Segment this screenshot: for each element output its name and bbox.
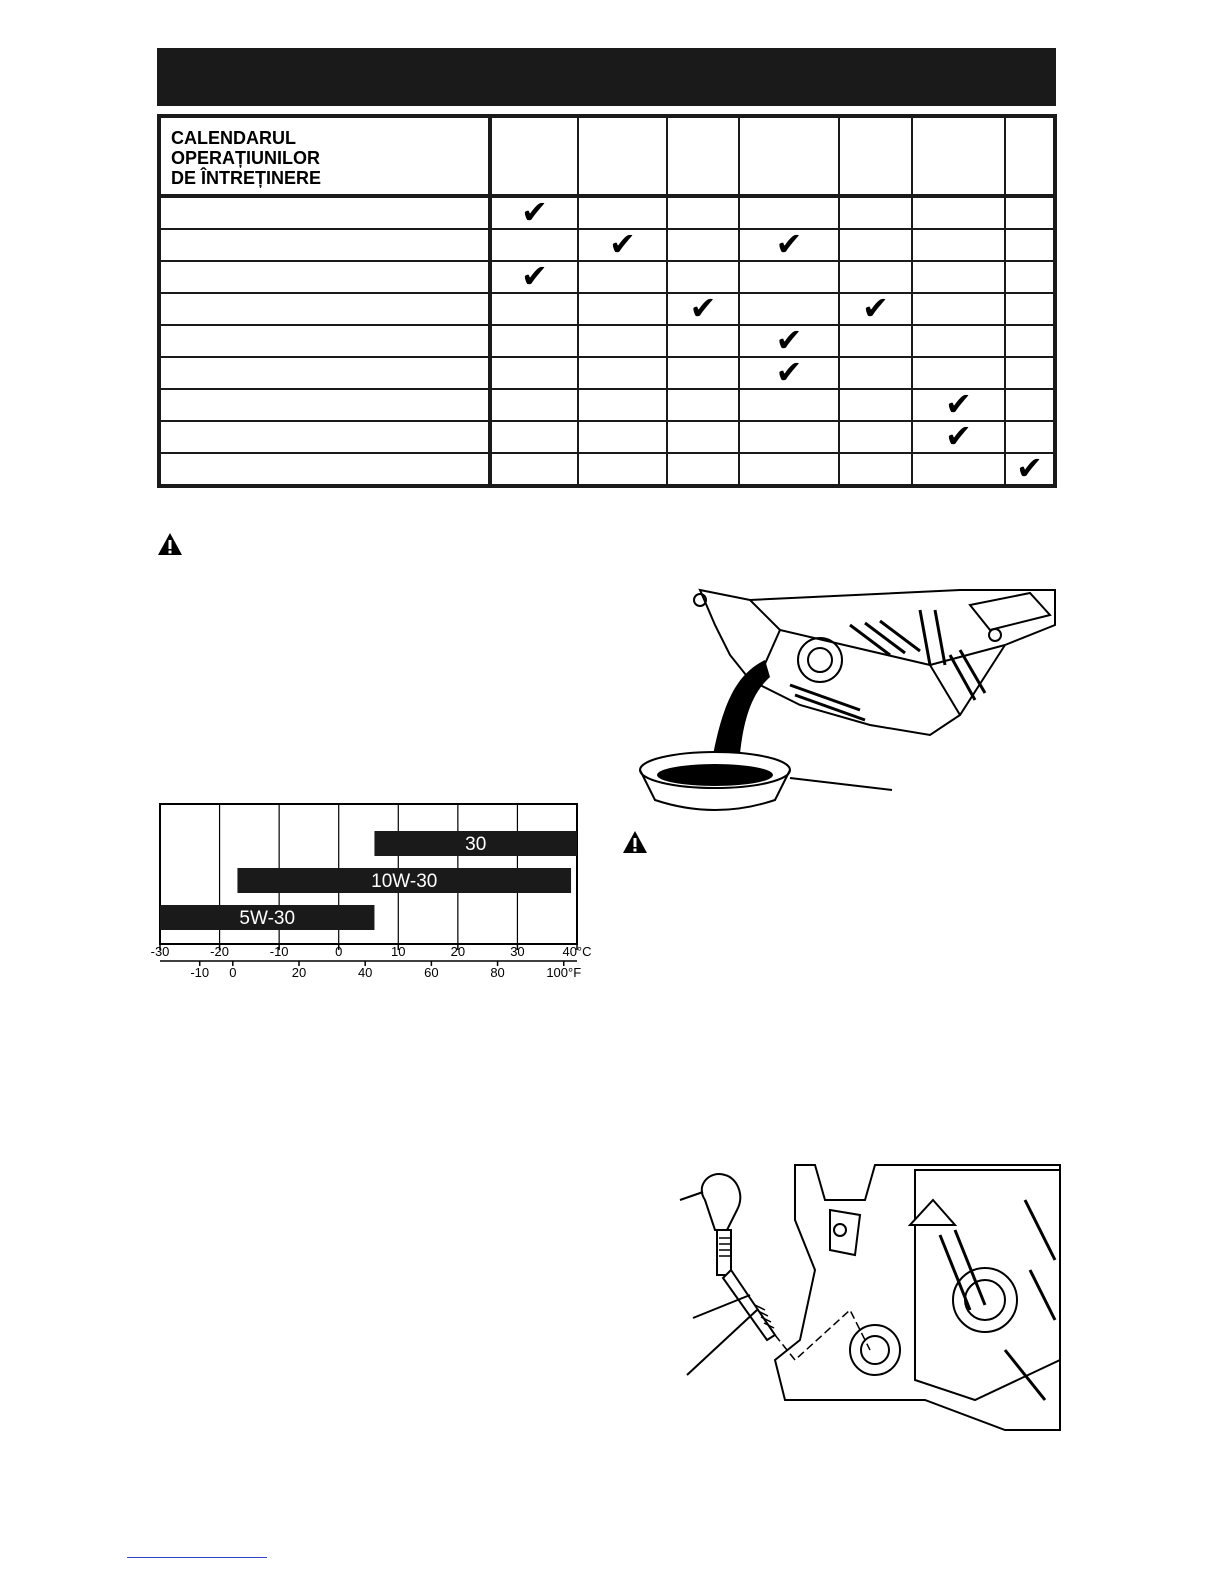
- check-mark-icon: ✔: [775, 353, 803, 391]
- table-row: [159, 325, 1055, 357]
- interval-cell: [739, 353, 839, 391]
- interval-cell: [1005, 293, 1055, 325]
- interval-header-cell: [739, 116, 839, 196]
- interval-header-cell: [490, 116, 578, 196]
- interval-cell: [739, 225, 839, 263]
- interval-cell: [490, 257, 578, 295]
- interval-cell: [912, 196, 1005, 229]
- check-mark-icon: ✔: [521, 257, 548, 295]
- table-row: [159, 229, 1055, 261]
- fahrenheit-tick-label: 40: [357, 965, 373, 980]
- celsius-tick-label: 10: [391, 944, 406, 959]
- schedule-title: CALENDARUL OPERAȚIUNILOR DE ÎNTREȚINERE: [171, 128, 322, 188]
- interval-cell: [667, 389, 739, 421]
- interval-cell: [490, 193, 578, 231]
- celsius-tick-label: -10: [269, 944, 289, 959]
- interval-cell: [667, 325, 739, 357]
- viscosity-bar-label: 30: [465, 834, 487, 855]
- interval-cell: [578, 293, 667, 325]
- interval-cell: [839, 357, 912, 389]
- task-cell: [159, 389, 490, 421]
- table-row: [159, 421, 1055, 453]
- interval-cell: [578, 225, 667, 263]
- interval-cell: [912, 417, 1005, 455]
- interval-cell: [839, 389, 912, 421]
- task-cell: [159, 421, 490, 453]
- table-row: [159, 293, 1055, 325]
- interval-cell: [1005, 449, 1055, 487]
- check-mark-icon: ✔: [945, 385, 972, 423]
- interval-cell: [912, 453, 1005, 486]
- section-title-bar: [157, 48, 1056, 106]
- interval-header-cell: [667, 116, 739, 196]
- task-cell: [159, 325, 490, 357]
- interval-header-cell: [1005, 116, 1055, 196]
- interval-cell: [839, 229, 912, 261]
- check-mark-icon: ✔: [521, 193, 548, 231]
- fahrenheit-tick-label: 80: [490, 965, 505, 980]
- interval-cell: [667, 421, 739, 453]
- interval-cell: [912, 293, 1005, 325]
- check-mark-icon: ✔: [609, 225, 636, 263]
- table-header-row: [159, 116, 1055, 196]
- celsius-tick-label: -30: [150, 944, 170, 959]
- footer-link-underline[interactable]: [127, 1557, 267, 1558]
- warning-triangle-icon: [622, 830, 648, 854]
- celsius-tick-label: -20: [210, 944, 229, 959]
- maintenance-schedule-table: [157, 114, 1057, 488]
- interval-cell: [912, 261, 1005, 293]
- interval-cell: [839, 289, 912, 327]
- interval-cell: [1005, 261, 1055, 293]
- interval-cell: [578, 421, 667, 453]
- interval-cell: [490, 293, 578, 325]
- interval-cell: [578, 325, 667, 357]
- interval-cell: [667, 196, 739, 229]
- table-row: [159, 453, 1055, 486]
- oil-viscosity-chart: [150, 800, 600, 985]
- viscosity-bar-label: 5W-30: [239, 908, 296, 929]
- interval-cell: [839, 453, 912, 486]
- celsius-tick-label: 40°C: [562, 944, 592, 959]
- interval-cell: [1005, 357, 1055, 389]
- interval-cell: [1005, 229, 1055, 261]
- table-row: [159, 357, 1055, 389]
- task-cell: [159, 229, 490, 261]
- fahrenheit-tick-label: 60: [424, 965, 439, 980]
- interval-cell: [739, 261, 839, 293]
- check-mark-icon: ✔: [775, 321, 803, 359]
- task-cell: [159, 196, 490, 229]
- interval-cell: [667, 229, 739, 261]
- interval-cell: [578, 261, 667, 293]
- table-row: [159, 261, 1055, 293]
- schedule-header-cell: [159, 116, 490, 196]
- task-cell: [159, 293, 490, 325]
- interval-cell: [912, 229, 1005, 261]
- check-mark-icon: ✔: [689, 289, 717, 327]
- interval-cell: [912, 325, 1005, 357]
- interval-cell: [578, 453, 667, 486]
- dipstick-illustration: [675, 1160, 1060, 1440]
- interval-cell: [490, 357, 578, 389]
- interval-cell: [667, 453, 739, 486]
- check-mark-icon: ✔: [862, 289, 889, 327]
- fahrenheit-tick-label: 100°F: [546, 965, 582, 980]
- fahrenheit-tick-label: 20: [291, 965, 307, 980]
- interval-cell: [490, 389, 578, 421]
- celsius-tick-label: 0: [335, 944, 343, 959]
- interval-cell: [1005, 389, 1055, 421]
- interval-cell: [739, 389, 839, 421]
- interval-cell: [490, 325, 578, 357]
- interval-header-cell: [839, 116, 912, 196]
- interval-cell: [739, 421, 839, 453]
- oil-drain-illustration: [630, 585, 1060, 820]
- interval-cell: [739, 453, 839, 486]
- table-row: [159, 389, 1055, 421]
- check-mark-icon: ✔: [775, 225, 803, 263]
- interval-cell: [839, 421, 912, 453]
- warning-triangle-icon: [157, 532, 183, 556]
- check-mark-icon: ✔: [1016, 449, 1043, 487]
- interval-header-cell: [912, 116, 1005, 196]
- interval-cell: [490, 421, 578, 453]
- task-cell: [159, 357, 490, 389]
- table-row: [159, 196, 1055, 229]
- interval-cell: [578, 357, 667, 389]
- interval-cell: [490, 453, 578, 486]
- task-cell: [159, 261, 490, 293]
- interval-cell: [1005, 325, 1055, 357]
- interval-header-cell: [578, 116, 667, 196]
- fahrenheit-tick-label: 0: [229, 965, 237, 980]
- interval-cell: [667, 289, 739, 327]
- interval-cell: [667, 357, 739, 389]
- viscosity-bar-label: 10W-30: [371, 871, 438, 892]
- interval-cell: [839, 196, 912, 229]
- interval-cell: [1005, 196, 1055, 229]
- interval-cell: [578, 389, 667, 421]
- interval-cell: [839, 325, 912, 357]
- celsius-tick-label: 20: [450, 944, 466, 959]
- celsius-tick-label: 30: [510, 944, 525, 959]
- check-mark-icon: ✔: [945, 417, 972, 455]
- task-cell: [159, 453, 490, 486]
- fahrenheit-tick-label: -10: [190, 965, 210, 980]
